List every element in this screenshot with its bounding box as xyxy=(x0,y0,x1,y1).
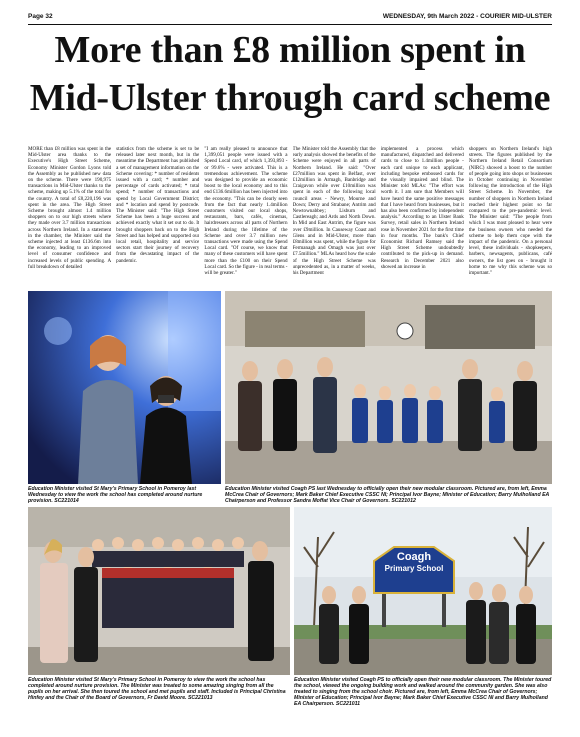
caption-photo-3: Education Minister visited St Mary's Primary School in Pomeroy to view the work the school has completed around nurture provision. The Minister was treated to some amazing singing from all the pupils on her arrival. She then toured the school and met pupils and staff. Included is Principal Christina Hinfey and the Chair of the Board of Governors, Fr David Moore. SC221013 xyxy=(28,677,286,702)
article-column-6: shoppers on Northern Ireland's high streets. The figures published by the Northern Ireland Retail Consortium (NIRC) showed a boost to the number of people going into shops or businesses in October continuing in November following the introduction of the High Street Scheme. In November, the number of shoppers in Northern Ireland reached their highest point so far compared to the pre-pandemic level. The Minister said: "The people from which I was most pleased to hear were the business owners who needed the scheme to help them cope with the impact of the pandemic. On a personal level, these individuals - shopkeepers, barbers, newsagents, publicans, café owners, the list goes on - brought it home to me why this scheme was so important." xyxy=(468,146,553,277)
page-header xyxy=(28,10,552,24)
header-rule xyxy=(28,24,552,25)
school-sign-text xyxy=(374,551,454,574)
school-sign-line-2: Primary School xyxy=(384,564,444,573)
school-sign-line-1: Coagh xyxy=(396,551,432,563)
photo-st-marys-pupils xyxy=(28,507,290,675)
caption-photo-1: Education Minister visited St Mary's Primary School in Pomeroy last Wednesday to view the work the school has completed around nurture provision. SC221014 xyxy=(28,486,203,505)
caption-photo-4: Education Minister visited Coagh PS to officially open their new modular classroom. The Minister toured the school, viewed the ongoing building work and walked around the community garden. She was also treated to singing from the school choir. Pictured are, from left, Emma McCrea Chair of Governors; Minister of Education; Principal Ivor Bayne; Mark Baker Chief Executive CSSC NI and Barry Mulholland EA Chairperson. SC221011 xyxy=(294,677,552,708)
page-number: Page 32 xyxy=(28,13,53,20)
article-body xyxy=(28,146,552,282)
photo-coagh-group xyxy=(225,291,552,484)
article-column-1: MORE than £8 million was spent in the Mid-Ulster area thanks to the Executive's High Street Scheme, Economy Minister Gordon Lyons told the Assembly as he published new data on the scheme. There were 190,975 transactions in Mid-Ulster thanks to the scheme, making up 5.1% of the total for the country. A total of £8,220,196 was spent in the area. The High Street Scheme brought almost 1.4 million shoppers on to our high streets where they made over 3.7 million transactions across Northern Ireland. In a statement in the chamber, the Minister said the scheme injected at least £136.6m into the economy, leading to an improved level of consumer confidence and increased levels of public spending. A full breakdown of detailed xyxy=(28,146,112,270)
article-column-3: "I am really pleased to announce that 1,399,051 people were issued with a Spend Local card, of which 1,393,893 - or 99.6% - were activated. This is a tremendous achievement. The scheme was designed to provide an economic boost to the local economy and to this end £136.6million has been injected into the economy. "This can be clearly seen from the fact that nearly 1.4million customers visited our local shops, restaurants, bars, cafés, cinemas, hairdressers across all parts of Northern Ireland during the lifetime of the Scheme and over 3.7 million new transactions were made using the Spend Local card. "Of course, we know that many of these customers will have spent more than the £100 on their Spend Local card. So the figure - in real terms - will be greater." xyxy=(204,146,288,277)
photo-st-marys-minister xyxy=(28,291,221,484)
article-column-2: statistics from the scheme is set to be released later next month, but in the meantime the Department has published a set of management information on the Scheme covering: * number of residents issued with a card; * number and percentage of cards activated; * total spend; * number of transactions and spend by Local Government District; and * location and spend by postcode. The Minister said: "The High Street Scheme has been a huge success and achieved exactly what it set out to do. It brought shoppers back on to the High Street and has helped and supported our local retail, hospitality and service sectors start their journey of recovery from the devastating impact of the pandemic. xyxy=(116,146,200,264)
caption-photo-2: Education Minister visited Coagh PS last Wednesday to officially open their new modular classroom. Pictured are, from left, Emma McCrea Chair of Governors; Mark Baker Chief Executive CSSC NI; Principal Ivor Bayne; Minister of Education; Barry Mulholland EA Chairperson and Professor Sandra Moffat Vice Chair of Governors. SC221012 xyxy=(225,486,550,505)
article-headline: More than £8 million spent in Mid-Ulster through card scheme xyxy=(29,29,551,119)
article-column-4: The Minister told the Assembly that the early analysis showed the benefits of the Scheme were enjoyed in all parts of Northern Ireland. He said: "Over £27million was spent in Belfast, over £12million in Armagh, Banbridge and Craigavon while over £10million was spent in each of the following local council areas - Newry, Mourne and Down; Derry and Strabane; Antrim and Newtownabbey; Lisburn and Castlereagh; and Ards and North Down. In Mid and East Antrim, the figure was over £9million. In Causeway Coast and Glens and in Mid-Ulster, more than £8million was spent, while the figure for Fermanagh and Omagh was just over £7.5million." MLAs heard how the scale of the High Street Scheme was unprecedented as, in a matter of weeks, his Department xyxy=(292,146,376,277)
photo-coagh-sign xyxy=(294,507,552,675)
article-column-5: implemented a process which manufactured, dispatched and delivered cards to close to 1.4million people - each card unique to each applicant, including bespoke embossed cards for the visually impaired and blind. The Minister told MLAs: "The effort was worth it. I am sure that Members will have heard the same positive messages that I have heard from businesses, but it has also been confirmed by independent analysis." According to an Ulster Bank Survey, retail sales in Northern Ireland rose in November 2021 for the first time in four months. The bank's Chief Economist Richard Ramsey said the High Street Scheme undoubtedly contributed to the pick-up in demand. Research in December 2021 also showed an increase in xyxy=(380,146,464,270)
issue-date-line: WEDNESDAY, 9th March 2022 - COURIER MID-ULSTER xyxy=(382,13,552,20)
